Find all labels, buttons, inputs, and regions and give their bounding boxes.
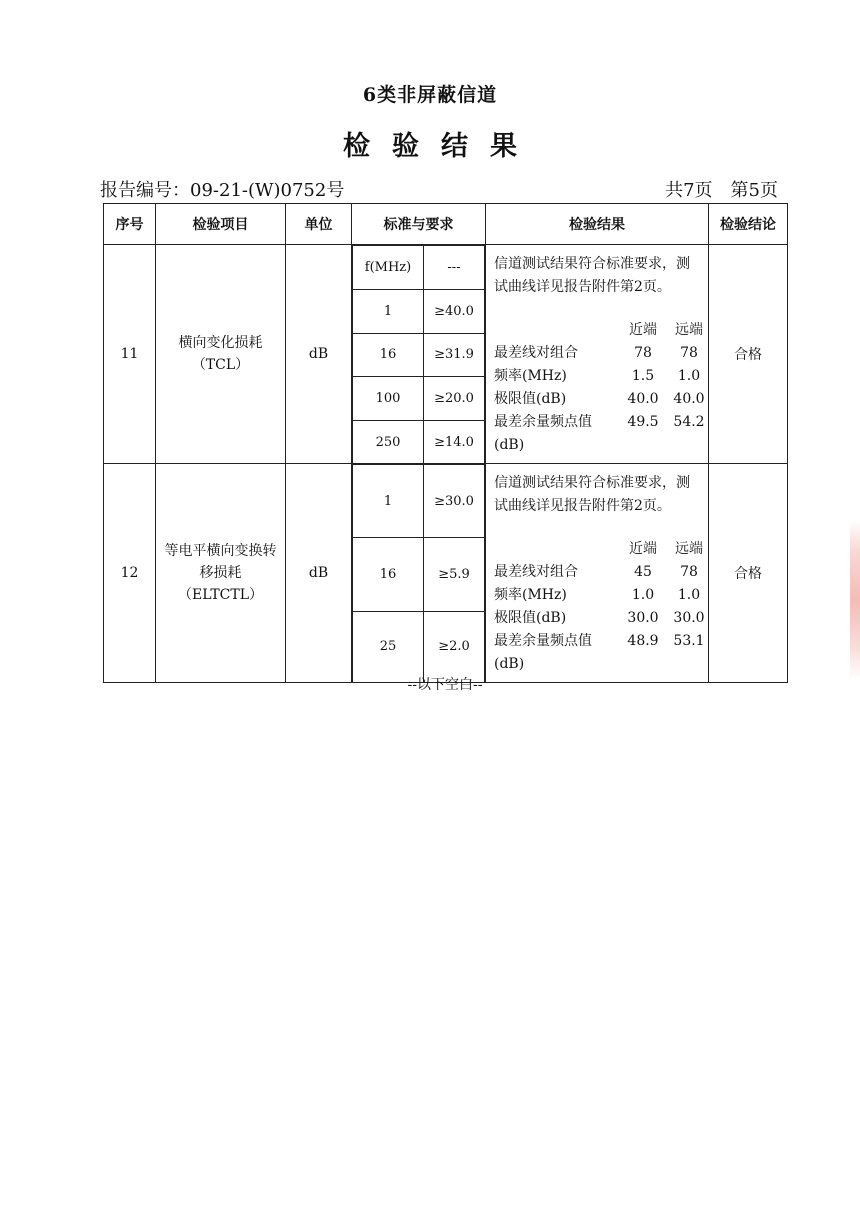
header-standard: 标准与要求 — [352, 204, 486, 245]
standard-row — [353, 333, 485, 377]
std-freq: 100 — [353, 377, 424, 421]
far-end-label: 远端 — [675, 541, 703, 557]
row-item — [156, 464, 286, 683]
std-limit: ≥14.0 — [424, 421, 485, 463]
row-result — [486, 464, 709, 683]
standard-row — [353, 538, 485, 611]
result-grid — [494, 319, 705, 457]
header-unit: 单位 — [286, 204, 352, 245]
result-far: 1.0 — [677, 368, 701, 384]
result-far: 54.2 — [673, 414, 705, 430]
near-end-label: 近端 — [629, 541, 657, 557]
results-table — [103, 203, 788, 683]
header-item: 检验项目 — [156, 204, 286, 245]
result-grid — [494, 538, 705, 676]
header-no: 序号 — [104, 204, 156, 245]
table-header-row — [104, 204, 788, 245]
header-result: 检验结果 — [486, 204, 709, 245]
result-near: 40.0 — [627, 391, 659, 407]
item-name: 横向变化损耗 — [178, 335, 263, 351]
std-freq: f(MHz) — [353, 246, 424, 290]
result-far: 1.0 — [677, 587, 701, 603]
result-label: 最差余量频点值(dB) — [494, 414, 592, 453]
standard-subtable — [352, 245, 485, 463]
row-no: 11 — [104, 245, 156, 464]
result-summary: 信道测试结果符合标准要求，测试曲线详见报告附件第2页。 — [494, 256, 690, 295]
result-near: 45 — [634, 564, 652, 580]
table-row — [104, 245, 788, 464]
row-standard — [352, 464, 486, 683]
seal-stamp-edge — [850, 520, 860, 680]
std-freq: 16 — [353, 333, 424, 377]
row-item — [156, 245, 286, 464]
row-result — [486, 245, 709, 464]
std-limit: ≥30.0 — [424, 465, 485, 538]
result-label: 频率(MHz) — [494, 368, 567, 384]
std-freq: 25 — [353, 611, 424, 682]
standard-subtable — [352, 464, 485, 682]
header-conclusion: 检验结论 — [709, 204, 788, 245]
page-info: 共7页 第5页 — [665, 180, 778, 201]
item-name: 等电平横向变换转移损耗 — [164, 543, 277, 581]
result-far: 40.0 — [673, 391, 705, 407]
result-near: 1.0 — [631, 587, 655, 603]
result-label: 极限值(dB) — [494, 610, 567, 626]
row-unit: dB — [286, 464, 352, 683]
result-near: 48.9 — [627, 633, 659, 649]
result-label: 极限值(dB) — [494, 391, 567, 407]
report-number: 报告编号：09-21-(W)0752号 — [100, 180, 345, 201]
std-freq: 1 — [353, 289, 424, 333]
table-row — [104, 464, 788, 683]
std-limit: ≥2.0 — [424, 611, 485, 682]
result-label: 最差线对组合 — [494, 345, 578, 361]
near-end-label: 近端 — [629, 322, 657, 338]
std-freq: 250 — [353, 421, 424, 463]
std-limit: ≥20.0 — [424, 377, 485, 421]
result-label: 最差余量频点值(dB) — [494, 633, 592, 672]
result-near: 30.0 — [627, 610, 659, 626]
item-abbr: （ELTCTL） — [177, 587, 264, 603]
std-limit: ≥31.9 — [424, 333, 485, 377]
result-label: 最差线对组合 — [494, 564, 578, 580]
std-freq: 16 — [353, 538, 424, 611]
row-unit: dB — [286, 245, 352, 464]
standard-row — [353, 246, 485, 290]
document-subtitle: 6类非屏蔽信道 — [362, 84, 498, 106]
row-conclusion: 合格 — [709, 464, 788, 683]
standard-row — [353, 465, 485, 538]
result-summary: 信道测试结果符合标准要求，测试曲线详见报告附件第2页。 — [494, 475, 690, 514]
item-abbr: （TCL） — [191, 357, 250, 373]
standard-row — [353, 377, 485, 421]
result-far: 53.1 — [673, 633, 705, 649]
blank-below-note: --以下空白-- — [407, 677, 483, 693]
std-limit: ≥5.9 — [424, 538, 485, 611]
std-limit: --- — [424, 246, 485, 290]
far-end-label: 远端 — [675, 322, 703, 338]
result-far: 78 — [680, 345, 698, 361]
standard-row — [353, 289, 485, 333]
document-title: 检验结果 — [343, 131, 539, 162]
standard-row — [353, 611, 485, 682]
result-far: 30.0 — [673, 610, 705, 626]
result-near: 78 — [634, 345, 652, 361]
result-near: 1.5 — [631, 368, 655, 384]
row-no: 12 — [104, 464, 156, 683]
result-near: 49.5 — [627, 414, 659, 430]
result-far: 78 — [680, 564, 698, 580]
std-limit: ≥40.0 — [424, 289, 485, 333]
standard-row — [353, 421, 485, 463]
std-freq: 1 — [353, 465, 424, 538]
row-standard — [352, 245, 486, 464]
result-label: 频率(MHz) — [494, 587, 567, 603]
row-conclusion: 合格 — [709, 245, 788, 464]
